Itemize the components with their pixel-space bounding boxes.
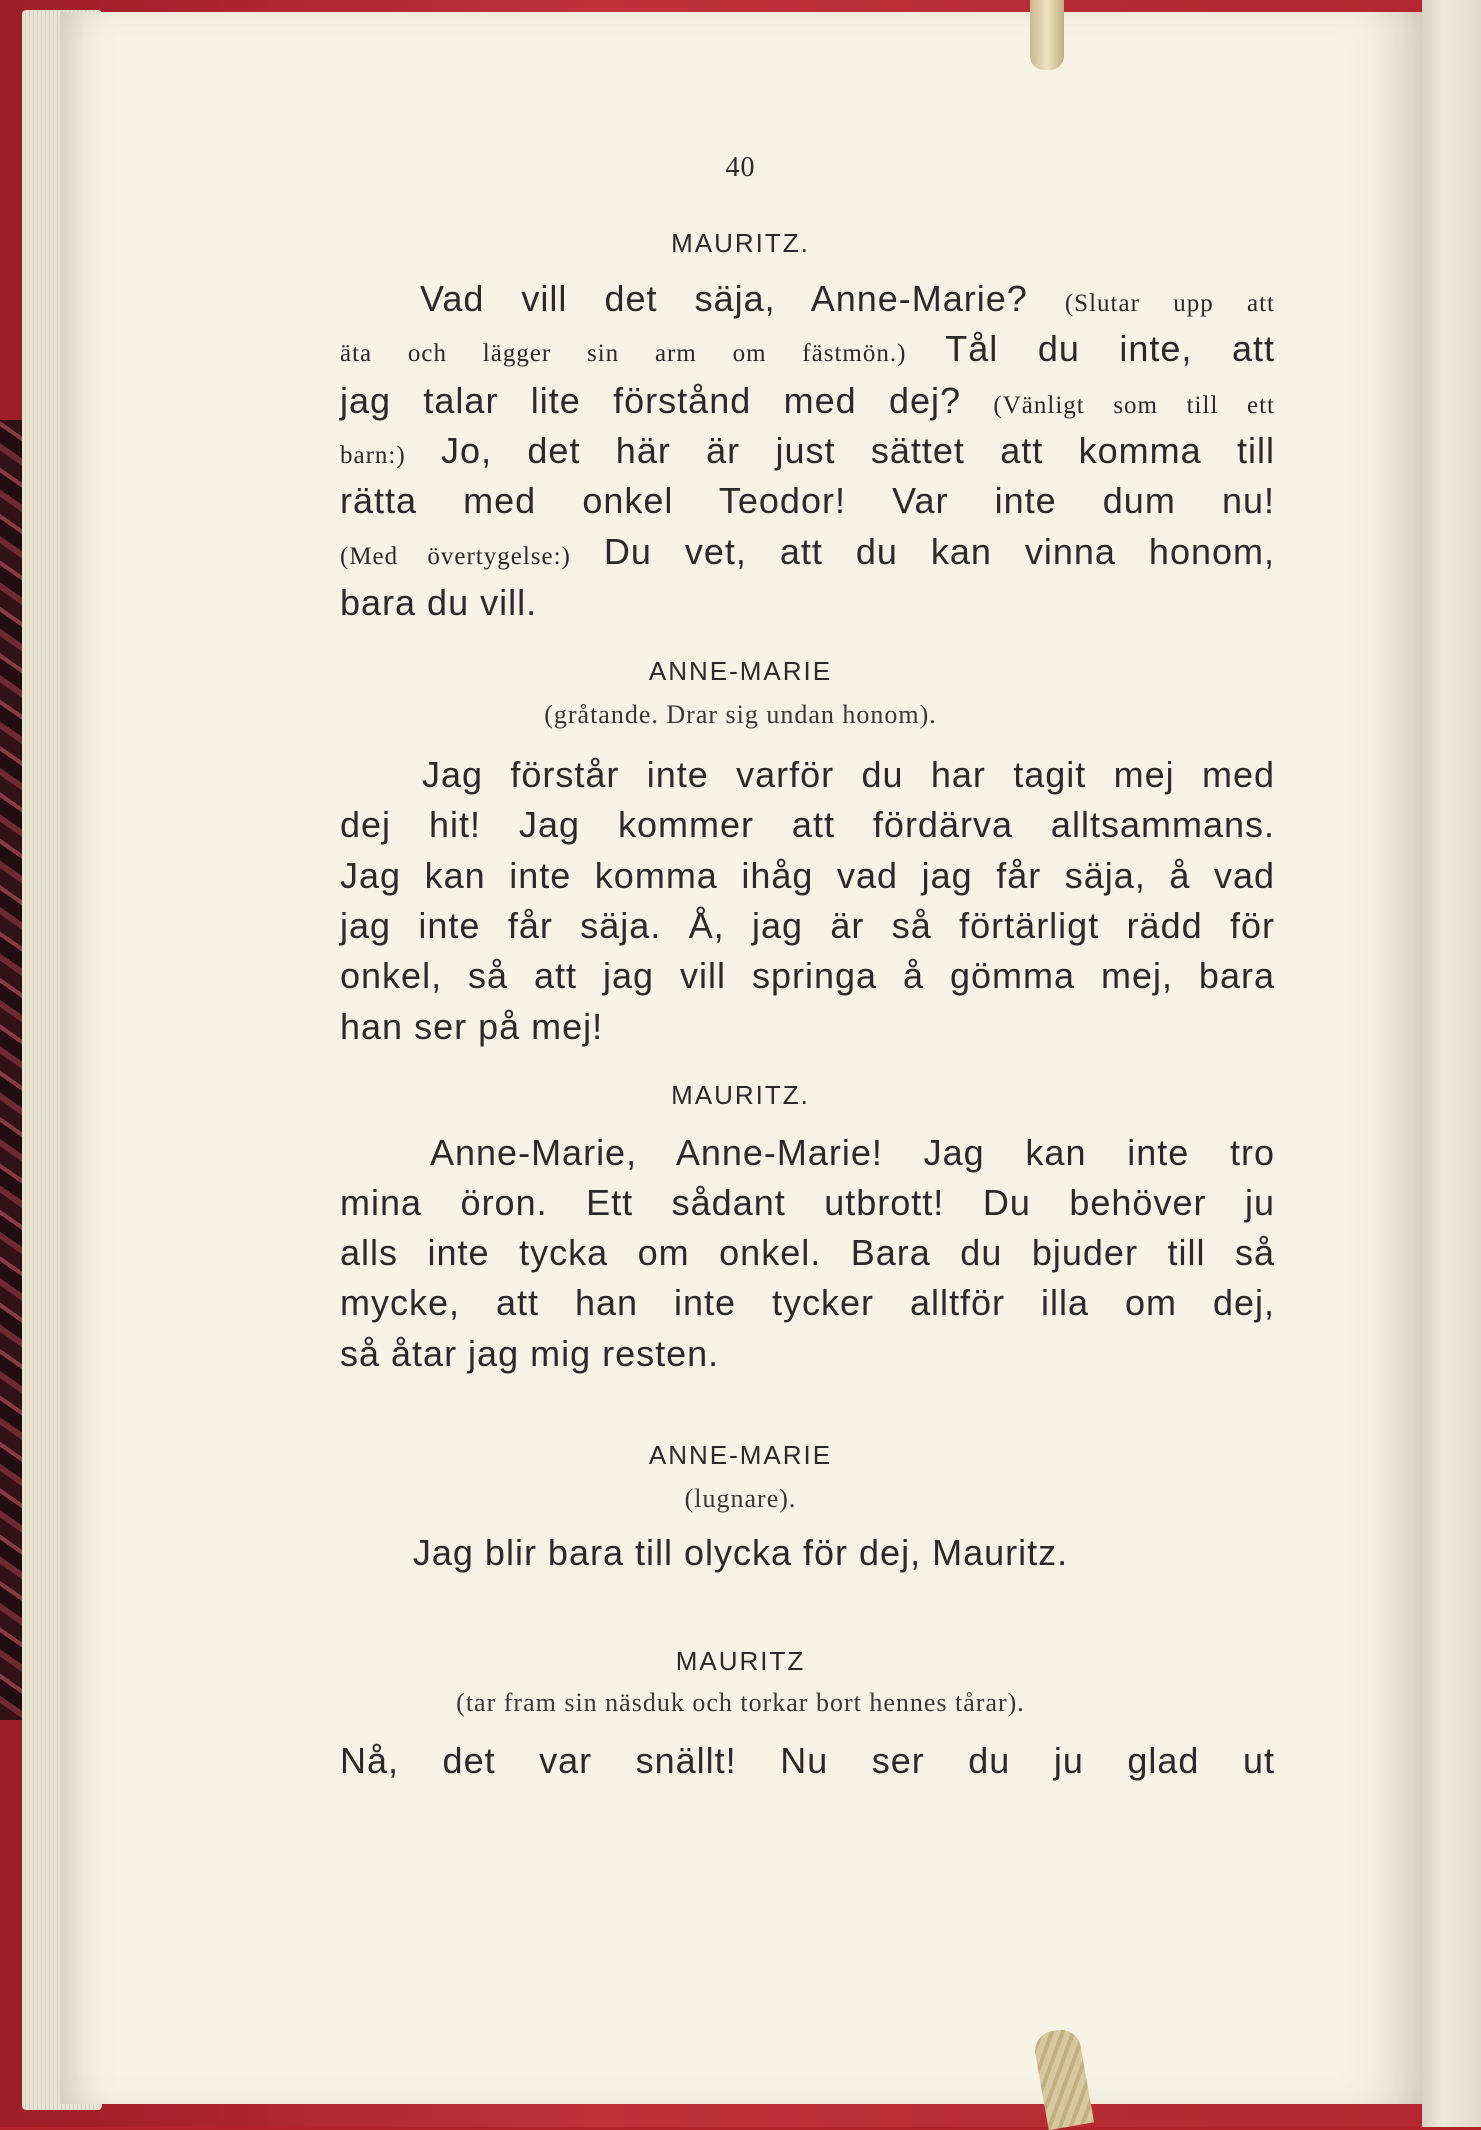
dialogue-line: Vad vill det säja, Anne-Marie? (Slutar upp att [420,278,1275,319]
stage-direction-inline: (Slutar upp att [1064,290,1275,317]
dialogue-line: så åtar jag mig resten. [340,1333,720,1374]
speaker-name: MAURITZ. [671,1080,810,1110]
dialogue-line: jag talar lite förstånd med dej? (Vänligt som till ett [340,380,1275,421]
stage-direction-inline: (Med övertygelse:) [340,543,571,570]
speaker-name: ANNE-MARIE [648,1440,833,1470]
dialogue-line: onkel, så att jag vill springa å gömma mej, bara [340,955,1275,996]
dialogue-line: äta och lägger sin arm om fästmön.) Tål du inte, att [340,328,1275,369]
dialogue-line: han ser på mej! [340,1006,604,1047]
dialogue-line: alls inte tycka om onkel. Bara du bjuder till så [340,1232,1275,1273]
dialogue-line: Nå, det var snällt! Nu ser du ju glad ut [340,1740,1275,1781]
dialogue-line: Jag förstår inte varför du har tagit mej med [422,754,1275,795]
stage-direction: (lugnare). [684,1484,797,1513]
stage-direction-inline: barn:) [340,442,406,469]
stage-direction-inline: äta och lägger sin arm om fästmön.) [340,340,907,367]
dialogue-line: Jag kan inte komma ihåg vad jag får säja, å vad [340,855,1275,896]
dialogue-line: Anne-Marie, Anne-Marie! Jag kan inte tro [430,1132,1275,1173]
page-number: 40 [725,152,756,183]
stage-direction: (gråtande. Drar sig undan honom). [544,700,937,729]
dialogue-line: rätta med onkel Teodor! Var inte dum nu! [340,480,1275,521]
speaker-name: MAURITZ [675,1646,806,1676]
speaker-name: MAURITZ. [671,228,810,258]
dialogue-line: dej hit! Jag kommer att fördärva alltsammans. [340,804,1275,845]
stage-direction: (tar fram sin näsduk och torkar bort hennes tårar). [456,1688,1025,1717]
dialogue-line: (Med övertygelse:) Du vet, att du kan vinna honom, [340,531,1276,572]
speaker-name: ANNE-MARIE [648,656,833,686]
stage-direction-inline: (Vänligt som till ett [993,392,1275,419]
dialogue-line: jag inte får säja. Å, jag är så förtärligt rädd för [340,905,1275,946]
dialogue-line: barn:) Jo, det här är just sättet att komma till [340,430,1275,471]
dialogue-line: mina öron. Ett sådant utbrott! Du behöver ju [340,1182,1275,1223]
dialogue-line: mycke, att han inte tycker alltför illa om dej, [340,1282,1275,1323]
dialogue-line: bara du vill. [340,582,538,623]
dialogue-line: Jag blir bara till olycka för dej, Mauritz. [412,1532,1069,1573]
